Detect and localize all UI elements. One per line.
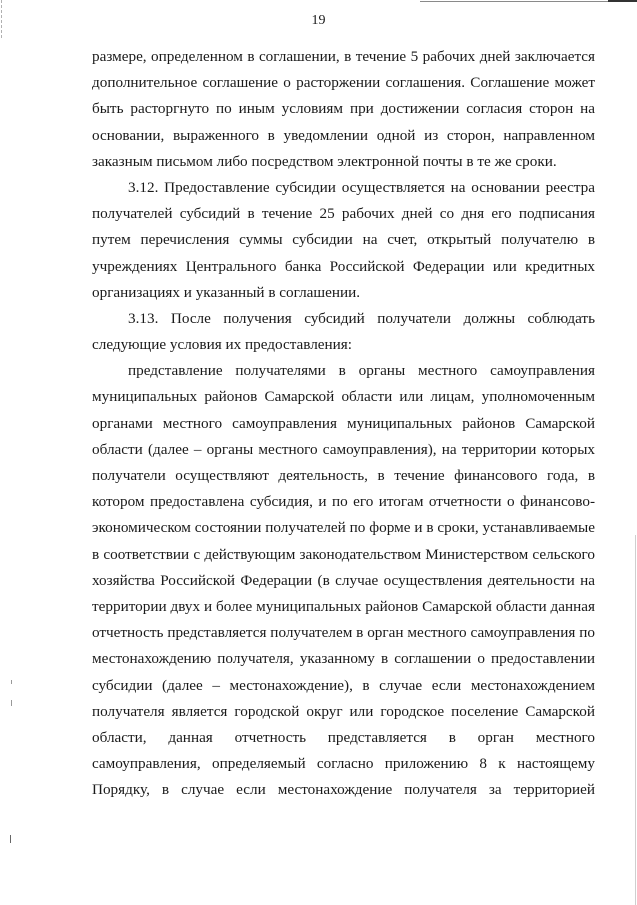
scan-speck [11, 680, 12, 684]
text-line: получателей субсидий в течение 25 рабочих дней со дня его подписания [92, 205, 595, 223]
text-line: отчетность представляется получателем в орган местного самоуправления по [92, 624, 595, 642]
text-line: 3.13. После получения субсидий получатели должны соблюдать [128, 309, 595, 327]
scan-top-edge-mark [608, 0, 637, 2]
text-line: получатели осуществляют деятельность, в течение финансового года, в [92, 467, 595, 484]
paragraph-continuation [92, 44, 595, 175]
text-line: субсидии (далее – местонахождение), в случае если местонахождением [92, 676, 595, 694]
text-line: дополнительное соглашение о расторжении соглашения. Соглашение может [92, 74, 595, 92]
page-number: 19 [311, 13, 326, 28]
paragraph-reporting-condition [92, 358, 595, 803]
text-line: хозяйства Российской Федерации (в случае осуществления деятельности на [92, 571, 595, 589]
text-line: учреждениях Центрального банка Российской Федерации или кредитных [92, 257, 595, 275]
paragraph-section-3-12 [92, 175, 595, 306]
scan-right-edge-line [635, 535, 636, 905]
text-line: муниципальных районов Самарской области или лицам, уполномоченным [92, 388, 595, 406]
text-line: 3.12. Предоставление субсидии осуществляется на основании реестра [128, 178, 595, 196]
text-line: заказным письмом либо посредством электронной почты в те же сроки. [92, 152, 557, 170]
text-line: территории двух и более муниципальных районов Самарской области данная [92, 597, 595, 615]
text-line: следующие условия их предоставления: [92, 336, 353, 354]
text-line: области (далее – органы местного самоуправления), на территории которых [92, 440, 595, 458]
text-line: местонахождению получателя, указанному в соглашении о предоставлении [92, 650, 595, 668]
text-line: размере, определенном в соглашении, в течение 5 рабочих дней заключается [92, 48, 595, 65]
text-line: экономическом состоянии получателей по форме и в сроки, устанавливаемые [92, 519, 595, 537]
text-line: Порядку, в случае если местонахождение получателя за территорией [92, 781, 595, 799]
text-line: котором предоставлена субсидия, и по его итогам отчетности о финансово- [92, 493, 595, 511]
scan-speck [11, 700, 12, 706]
text-line: представление получателями в органы местного самоуправления [128, 362, 595, 380]
document-body [92, 44, 595, 803]
text-line: путем перечисления суммы субсидии на счет, открытый получателю в [92, 231, 595, 249]
paragraph-section-3-13 [92, 306, 595, 358]
text-line: органами местного самоуправления муниципальных районов Самарской [92, 414, 595, 432]
text-line: организациях и указанный в соглашении. [92, 283, 361, 301]
scan-top-edge-line [420, 1, 637, 2]
text-line: в соответствии с действующим законодательством Министерством сельского [92, 545, 595, 563]
text-line: быть расторгнуто по иным условиям при достижении согласия сторон на [92, 100, 595, 118]
text-line: самоуправления, определяемый согласно приложению 8 к настоящему [92, 755, 595, 773]
scan-speck [10, 835, 11, 843]
text-line: получателя является городской округ или городское поселение Самарской [92, 702, 595, 720]
text-line: основании, выраженного в уведомлении одной из сторон, направленном [92, 126, 595, 144]
text-line: области, данная отчетность представляется в орган местного [92, 728, 595, 746]
